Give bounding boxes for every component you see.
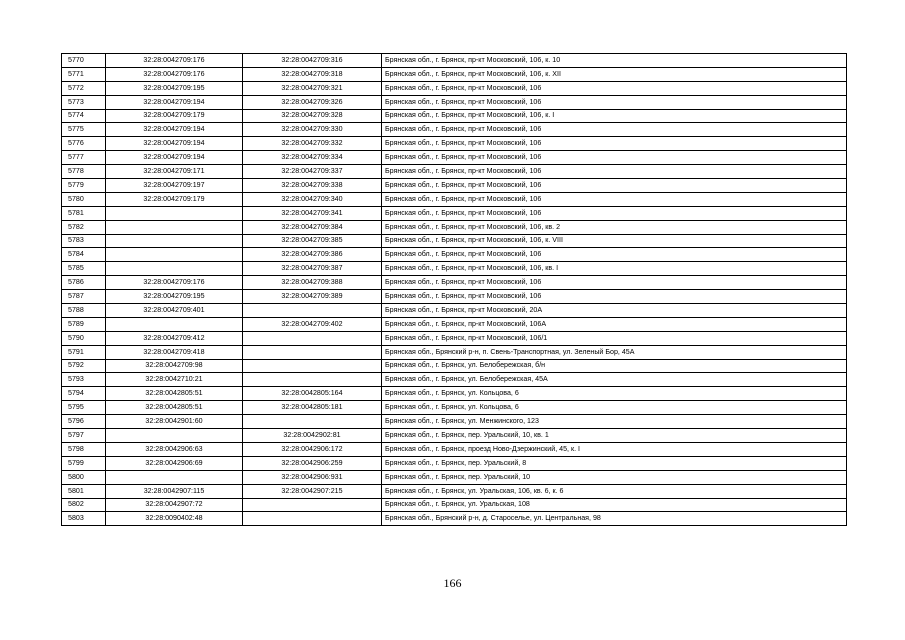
address-cell: Брянская обл., г. Брянск, пр-кт Московский, 106 (382, 290, 847, 304)
address-cell: Брянская обл., г. Брянск, пр-кт Московский, 106, к. 10 (382, 54, 847, 68)
cadastral-number-b-cell: 32:28:0042709:389 (243, 290, 382, 304)
cadastral-number-b-cell: 32:28:0042805:164 (243, 387, 382, 401)
address-cell: Брянская обл., г. Брянск, пр-кт Московский, 106 (382, 192, 847, 206)
row-number-cell: 5798 (62, 442, 106, 456)
address-cell: Брянская обл., Брянский р-н, п. Свень-Транспортная, ул. Зеленый Бор, 45А (382, 345, 847, 359)
cadastral-number-b-cell: 32:28:0042709:321 (243, 81, 382, 95)
cadastral-number-a-cell (106, 220, 243, 234)
cadastral-number-b-cell: 32:28:0042709:326 (243, 95, 382, 109)
row-number-cell: 5792 (62, 359, 106, 373)
cadastral-number-b-cell: 32:28:0042907:215 (243, 484, 382, 498)
address-cell: Брянская обл., г. Брянск, ул. Белобережская, б/н (382, 359, 847, 373)
row-number-cell: 5773 (62, 95, 106, 109)
row-number-cell: 5796 (62, 415, 106, 429)
row-number-cell: 5784 (62, 248, 106, 262)
address-cell: Брянская обл., г. Брянск, ул. Уральская, 106, кв. 6, к. 6 (382, 484, 847, 498)
row-number-cell: 5787 (62, 290, 106, 304)
address-cell: Брянская обл., г. Брянск, ул. Белобережская, 45А (382, 373, 847, 387)
cadastral-number-a-cell: 32:28:0042709:197 (106, 179, 243, 193)
cadastral-number-a-cell: 32:28:0042805:51 (106, 387, 243, 401)
cadastral-number-b-cell: 32:28:0042709:330 (243, 123, 382, 137)
table-row (62, 220, 847, 234)
cadastral-number-b-cell: 32:28:0042805:181 (243, 401, 382, 415)
cadastral-number-a-cell: 32:28:0042709:194 (106, 95, 243, 109)
address-cell: Брянская обл., г. Брянск, пр-кт Московский, 106, кв. 2 (382, 220, 847, 234)
row-number-cell: 5799 (62, 456, 106, 470)
table-row (62, 276, 847, 290)
cadastral-number-b-cell: 32:28:0042709:332 (243, 137, 382, 151)
row-number-cell: 5780 (62, 192, 106, 206)
cadastral-number-a-cell: 32:28:0042709:418 (106, 345, 243, 359)
cadastral-number-b-cell: 32:28:0042906:172 (243, 442, 382, 456)
cadastral-number-b-cell: 32:28:0042906:259 (243, 456, 382, 470)
cadastral-number-a-cell: 32:28:0042709:194 (106, 123, 243, 137)
table-row (62, 151, 847, 165)
cadastral-number-b-cell (243, 373, 382, 387)
table-row (62, 373, 847, 387)
address-cell: Брянская обл., г. Брянск, пер. Уральский, 10, кв. 1 (382, 429, 847, 443)
address-cell: Брянская обл., г. Брянск, ул. Менжинского, 123 (382, 415, 847, 429)
cadastral-number-a-cell (106, 248, 243, 262)
cadastral-number-a-cell (106, 206, 243, 220)
address-cell: Брянская обл., г. Брянск, проезд Ново-Дзержинский, 45, к. I (382, 442, 847, 456)
cadastral-number-b-cell (243, 415, 382, 429)
table-row (62, 262, 847, 276)
address-cell: Брянская обл., г. Брянск, пр-кт Московский, 106 (382, 151, 847, 165)
table-row (62, 470, 847, 484)
cadastral-number-b-cell: 32:28:0042709:316 (243, 54, 382, 68)
row-number-cell: 5790 (62, 331, 106, 345)
cadastral-number-a-cell: 32:28:0042710:21 (106, 373, 243, 387)
address-cell: Брянская обл., г. Брянск, пр-кт Московский, 106, к. XII (382, 67, 847, 81)
cadastral-number-b-cell (243, 512, 382, 526)
row-number-cell: 5793 (62, 373, 106, 387)
row-number-cell: 5785 (62, 262, 106, 276)
table-row (62, 290, 847, 304)
row-number-cell: 5779 (62, 179, 106, 193)
table-row (62, 359, 847, 373)
cadastral-number-b-cell: 32:28:0042902:81 (243, 429, 382, 443)
cadastral-number-a-cell: 32:28:0042709:176 (106, 54, 243, 68)
cadastral-number-b-cell (243, 331, 382, 345)
address-cell: Брянская обл., г. Брянск, пр-кт Московский, 106 (382, 123, 847, 137)
cadastral-number-a-cell: 32:28:0042709:179 (106, 192, 243, 206)
cadastral-number-a-cell: 32:28:0042709:401 (106, 304, 243, 318)
cadastral-number-a-cell: 32:28:0042709:194 (106, 151, 243, 165)
row-number-cell: 5774 (62, 109, 106, 123)
row-number-cell: 5782 (62, 220, 106, 234)
table-row (62, 498, 847, 512)
cadastral-number-b-cell: 32:28:0042709:386 (243, 248, 382, 262)
row-number-cell: 5794 (62, 387, 106, 401)
table-row (62, 95, 847, 109)
cadastral-number-a-cell: 32:28:0042709:176 (106, 67, 243, 81)
row-number-cell: 5772 (62, 81, 106, 95)
address-cell: Брянская обл., г. Брянск, пр-кт Московский, 106, к. I (382, 109, 847, 123)
cadastral-number-a-cell: 32:28:0042709:179 (106, 109, 243, 123)
table-row (62, 137, 847, 151)
cadastral-number-a-cell: 32:28:0042709:195 (106, 290, 243, 304)
cadastral-number-a-cell (106, 470, 243, 484)
table-row (62, 387, 847, 401)
table-row (62, 234, 847, 248)
cadastral-number-a-cell: 32:28:0042709:171 (106, 165, 243, 179)
address-cell: Брянская обл., г. Брянск, пер. Уральский, 8 (382, 456, 847, 470)
row-number-cell: 5788 (62, 304, 106, 318)
table-row (62, 304, 847, 318)
row-number-cell: 5771 (62, 67, 106, 81)
cadastral-number-a-cell: 32:28:0042805:51 (106, 401, 243, 415)
cadastral-number-b-cell: 32:28:0042709:384 (243, 220, 382, 234)
cadastral-number-a-cell (106, 317, 243, 331)
row-number-cell: 5789 (62, 317, 106, 331)
cadastral-number-b-cell: 32:28:0042709:334 (243, 151, 382, 165)
cadastral-number-b-cell: 32:28:0042709:385 (243, 234, 382, 248)
address-cell: Брянская обл., г. Брянск, пр-кт Московский, 106 (382, 165, 847, 179)
address-cell: Брянская обл., г. Брянск, ул. Кольцова, 6 (382, 401, 847, 415)
row-number-cell: 5803 (62, 512, 106, 526)
address-cell: Брянская обл., г. Брянск, пр-кт Московский, 106 (382, 179, 847, 193)
cadastral-number-b-cell: 32:28:0042709:402 (243, 317, 382, 331)
table-row (62, 456, 847, 470)
table-row (62, 512, 847, 526)
address-cell: Брянская обл., г. Брянск, пр-кт Московский, 106 (382, 276, 847, 290)
cadastral-number-b-cell: 32:28:0042906:931 (243, 470, 382, 484)
cadastral-number-b-cell: 32:28:0042709:388 (243, 276, 382, 290)
cadastral-number-b-cell (243, 304, 382, 318)
cadastral-number-a-cell: 32:28:0042901:60 (106, 415, 243, 429)
address-cell: Брянская обл., г. Брянск, пр-кт Московский, 106, к. VIII (382, 234, 847, 248)
row-number-cell: 5777 (62, 151, 106, 165)
address-cell: Брянская обл., г. Брянск, ул. Уральская, 108 (382, 498, 847, 512)
cadastral-number-b-cell: 32:28:0042709:328 (243, 109, 382, 123)
table-row (62, 165, 847, 179)
table-row (62, 317, 847, 331)
address-cell: Брянская обл., г. Брянск, пр-кт Московский, 106 (382, 248, 847, 262)
cadastral-number-b-cell: 32:28:0042709:341 (243, 206, 382, 220)
table-row (62, 248, 847, 262)
table-row (62, 415, 847, 429)
address-cell: Брянская обл., г. Брянск, пр-кт Московский, 106А (382, 317, 847, 331)
cadastral-number-a-cell: 32:28:0042709:98 (106, 359, 243, 373)
cadastral-number-b-cell: 32:28:0042709:338 (243, 179, 382, 193)
table-row (62, 109, 847, 123)
page-number: 166 (443, 576, 462, 590)
cadastral-number-a-cell: 32:28:0042709:412 (106, 331, 243, 345)
cadastral-number-a-cell: 32:28:0090402:48 (106, 512, 243, 526)
address-cell: Брянская обл., г. Брянск, пер. Уральский, 10 (382, 470, 847, 484)
address-cell: Брянская обл., г. Брянск, пр-кт Московский, 106 (382, 206, 847, 220)
table-row (62, 54, 847, 68)
cadastral-number-a-cell: 32:28:0042907:72 (106, 498, 243, 512)
row-number-cell: 5778 (62, 165, 106, 179)
cadastral-number-b-cell (243, 498, 382, 512)
cadastral-number-b-cell: 32:28:0042709:387 (243, 262, 382, 276)
address-cell: Брянская обл., г. Брянск, пр-кт Московский, 106 (382, 81, 847, 95)
row-number-cell: 5802 (62, 498, 106, 512)
table-row (62, 345, 847, 359)
address-cell: Брянская обл., г. Брянск, пр-кт Московский, 106 (382, 137, 847, 151)
cadastral-number-a-cell: 32:28:0042907:115 (106, 484, 243, 498)
registry-table (61, 53, 847, 526)
address-cell: Брянская обл., Брянский р-н, д. Староселье, ул. Центральная, 98 (382, 512, 847, 526)
table-row (62, 429, 847, 443)
cadastral-number-a-cell (106, 429, 243, 443)
table-row (62, 206, 847, 220)
cadastral-number-b-cell: 32:28:0042709:337 (243, 165, 382, 179)
table-row (62, 81, 847, 95)
row-number-cell: 5775 (62, 123, 106, 137)
table-row (62, 484, 847, 498)
address-cell: Брянская обл., г. Брянск, пр-кт Московский, 20А (382, 304, 847, 318)
cadastral-number-a-cell (106, 262, 243, 276)
address-cell: Брянская обл., г. Брянск, ул. Кольцова, 6 (382, 387, 847, 401)
cadastral-number-a-cell: 32:28:0042906:63 (106, 442, 243, 456)
address-cell: Брянская обл., г. Брянск, пр-кт Московский, 106, кв. I (382, 262, 847, 276)
row-number-cell: 5801 (62, 484, 106, 498)
table-row (62, 442, 847, 456)
row-number-cell: 5781 (62, 206, 106, 220)
table-row (62, 179, 847, 193)
row-number-cell: 5795 (62, 401, 106, 415)
row-number-cell: 5783 (62, 234, 106, 248)
table-row (62, 331, 847, 345)
row-number-cell: 5797 (62, 429, 106, 443)
cadastral-number-b-cell: 32:28:0042709:318 (243, 67, 382, 81)
address-cell: Брянская обл., г. Брянск, пр-кт Московский, 106 (382, 95, 847, 109)
cadastral-number-a-cell: 32:28:0042906:69 (106, 456, 243, 470)
row-number-cell: 5770 (62, 54, 106, 68)
table-row (62, 123, 847, 137)
address-cell: Брянская обл., г. Брянск, пр-кт Московский, 106/1 (382, 331, 847, 345)
cadastral-number-a-cell: 32:28:0042709:194 (106, 137, 243, 151)
table-row (62, 401, 847, 415)
registry-table-body (62, 54, 847, 526)
row-number-cell: 5800 (62, 470, 106, 484)
cadastral-number-a-cell: 32:28:0042709:195 (106, 81, 243, 95)
cadastral-number-a-cell (106, 234, 243, 248)
cadastral-number-a-cell: 32:28:0042709:176 (106, 276, 243, 290)
row-number-cell: 5776 (62, 137, 106, 151)
cadastral-number-b-cell (243, 345, 382, 359)
row-number-cell: 5786 (62, 276, 106, 290)
row-number-cell: 5791 (62, 345, 106, 359)
table-row (62, 192, 847, 206)
table-row (62, 67, 847, 81)
cadastral-number-b-cell: 32:28:0042709:340 (243, 192, 382, 206)
cadastral-number-b-cell (243, 359, 382, 373)
